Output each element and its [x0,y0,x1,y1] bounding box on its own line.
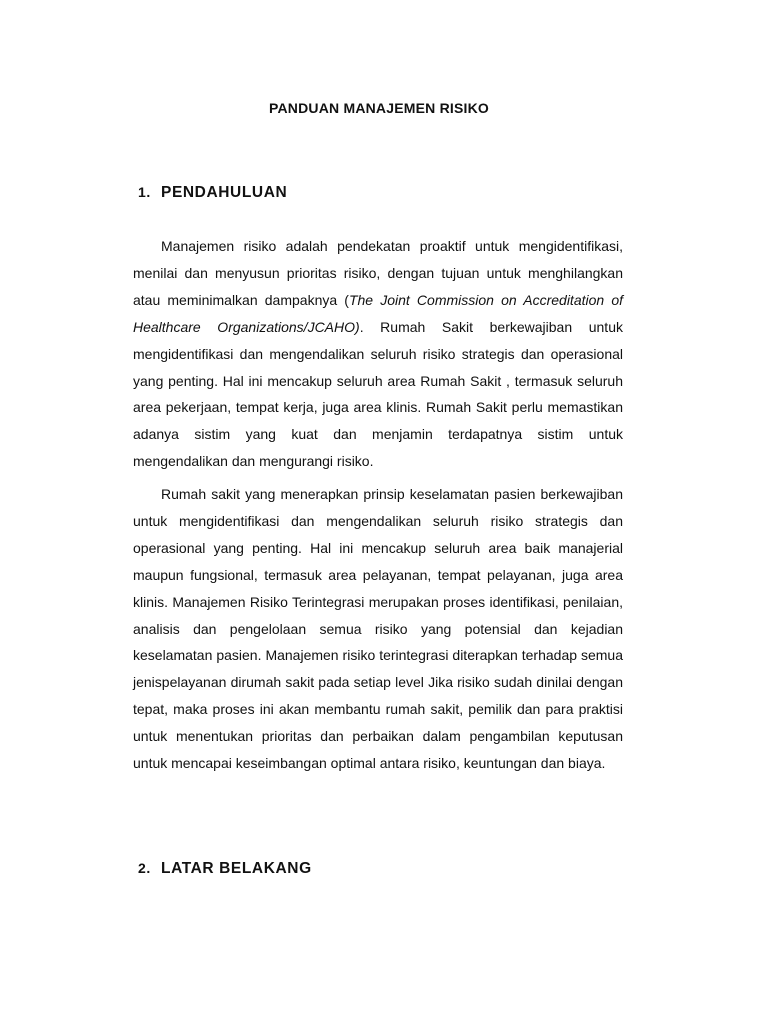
section-title: PENDAHULUAN [161,184,288,201]
paragraph-pendahuluan-1 [133,233,623,475]
document-title: PANDUAN MANAJEMEN RISIKO [269,100,489,116]
paragraph-text: Manajemen risiko adalah pendekatan proaktif untuk mengidentifikasi, menilai dan menyusun prioritas risiko, dengan tujuan untuk menghilangkan atau meminimalkan dampaknya ( [133,238,623,308]
paragraph-italic-citation: The Joint Commission on Accreditation of Healthcare Organizations/JCAHO) [133,291,623,335]
section-number: 2. [138,860,151,876]
section-heading-latar-belakang [138,860,312,878]
section-heading-pendahuluan [138,184,287,202]
paragraph-pendahuluan-2: Rumah sakit yang menerapkan prinsip keselamatan pasien berkewajiban untuk mengidentifikasi dan mengendalikan seluruh risiko strategis dan operasional yang penting. Hal ini mencakup seluruh area baik manajerial maupun fungsional, termasuk area pelayanan, tempat pelayanan, juga area klinis. Manajemen Risiko Terintegrasi merupakan proses identifikasi, penilaian, analisis dan pengelolaan semua risiko yang potensial dan kejadian keselamatan pasien. Manajemen risiko terintegrasi diterapkan terhadap semua jenispelayanan dirumah sakit pada setiap level Jika risiko sudah dinilai dengan tepat, maka proses ini akan membantu rumah sakit, pemilik dan para praktisi untuk menentukan prioritas dan perbaikan dalam pengambilan keputusan untuk mencapai keseimbangan optimal antara risiko, keuntungan dan biaya. [133,486,623,772]
section-number: 1. [138,184,151,200]
section-title: LATAR BELAKANG [161,860,312,877]
paragraph-text: . Rumah Sakit berkewajiban untuk mengidentifikasi dan mengendalikan seluruh risiko strategis dan operasional yang penting. Hal ini mencakup seluruh area Rumah Sakit , termasuk seluruh area pekerjaan, tempat kerja, juga area klinis. Rumah Sakit perlu memastikan adanya sistim yang kuat dan menjamin terdapatnya sistim untuk mengendalikan dan mengurangi risiko. [133,318,623,470]
